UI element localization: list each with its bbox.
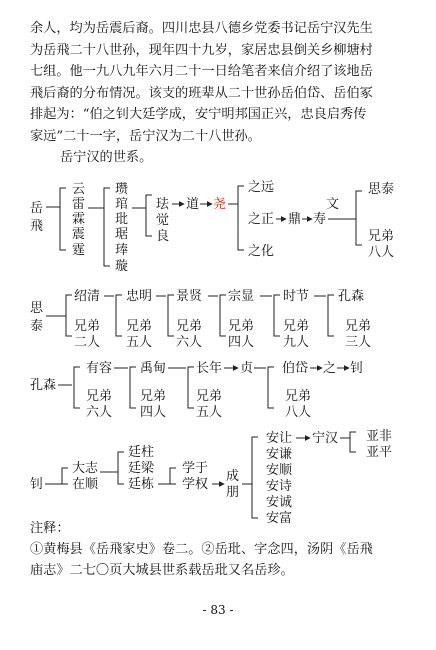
sibling-note: 兄弟	[285, 389, 312, 404]
descendant-name: 安让	[266, 431, 293, 446]
descendant-name: 寿	[313, 212, 327, 227]
son-name: 震	[72, 227, 86, 242]
descendant-name: 安谦	[266, 447, 293, 462]
text-line: 余人，均为岳震后裔。四川忠县八德乡党委书记岳宁汉先生	[30, 21, 373, 36]
sibling-note: 八人	[368, 245, 395, 260]
descendant-name: 安富	[266, 511, 293, 526]
descendant-name: 良	[156, 229, 170, 244]
grandson-name: 琚	[115, 227, 129, 242]
descendant-name: 孔森	[338, 289, 365, 304]
descendant-name: 安顺	[266, 463, 293, 478]
descendant-name: 文	[326, 197, 340, 212]
descendant-name: 长年	[196, 361, 223, 376]
descendant-name: 思泰	[368, 182, 395, 197]
descendant-name: 觉	[156, 213, 170, 228]
notes-heading: 注释：	[30, 521, 70, 536]
descendant-name: 珐	[156, 197, 170, 212]
notes-section	[30, 518, 414, 581]
genealogy-row-4	[30, 428, 392, 526]
son-name: 霆	[72, 243, 86, 258]
descendant-name: 之正	[248, 212, 275, 227]
text-line: 为岳飛二十八世孙，现年四十九岁，家居忠县倒关乡柳塘村	[30, 42, 373, 58]
sibling-note: 五人	[126, 335, 153, 350]
descendant-name: 忠明	[126, 289, 153, 304]
descendant-name: 钊	[350, 361, 364, 376]
grandson-name: 琫	[115, 243, 129, 258]
sibling-note: 兄弟	[345, 319, 372, 334]
descendant-name: 廷柱	[128, 445, 155, 460]
descendant-name: 成	[226, 469, 240, 484]
note-line: 庙志》二七〇页大城县世系载岳玭又名岳珍。	[30, 563, 294, 578]
root-char: 岳	[30, 201, 44, 216]
genealogy-row-1	[30, 180, 394, 274]
grandson-name: 瓒	[115, 182, 129, 197]
root-char: 泰	[30, 319, 44, 334]
descendant-name: 廷栋	[128, 477, 155, 492]
page-number: - 83 -	[202, 603, 234, 617]
descendant-name: 安诗	[266, 479, 293, 494]
descendant-name: 鼎	[288, 212, 302, 227]
grandson-name: 琯	[115, 197, 129, 212]
sibling-note: 四人	[228, 335, 255, 350]
sibling-note: 二人	[74, 335, 101, 350]
son-name: 雷	[72, 197, 86, 212]
descendant-name-highlight: 尧	[213, 197, 227, 212]
descendant-name: 在顺	[72, 477, 99, 492]
sibling-note: 六人	[86, 405, 113, 420]
text-line: 排起为：“伯之钊大廷学成，安宁明邦国正兴，忠良启秀传	[30, 107, 367, 122]
sibling-note: 六人	[176, 335, 203, 350]
descendant-name: 学权	[182, 477, 209, 492]
sibling-note: 兄弟	[283, 319, 310, 334]
descendant-name: 廷梁	[128, 461, 155, 476]
root-name: 钊	[30, 477, 44, 492]
descendant-name: 亚非	[366, 429, 393, 444]
sibling-note: 八人	[285, 405, 312, 420]
sibling-note: 兄弟	[368, 229, 395, 244]
sibling-note: 兄弟	[74, 319, 101, 334]
text-line: 飛后裔的分布情况。该支的班辈从二十世孙岳伯岱、岳伯冢	[30, 85, 373, 101]
descendant-name: 绍清	[74, 289, 101, 304]
son-name: 霖	[72, 212, 86, 227]
descendant-name: 景贤	[176, 289, 203, 304]
sibling-note: 三人	[345, 335, 372, 350]
descendant-name: 宗显	[228, 289, 255, 304]
sibling-note: 兄弟	[196, 389, 223, 404]
descendant-name: 之	[323, 361, 337, 376]
root-name: 孔森	[30, 378, 57, 393]
genealogy-row-3	[30, 360, 363, 420]
descendant-name: 大志	[72, 461, 99, 476]
sibling-note: 五人	[196, 405, 223, 420]
descendant-name: 禹甸	[140, 361, 167, 376]
sibling-note: 九人	[283, 335, 310, 350]
grandson-name: 玭	[115, 212, 129, 227]
descendant-name: 学于	[182, 461, 209, 476]
descendant-name: 亚平	[366, 445, 393, 460]
descendant-name: 贞	[240, 361, 254, 376]
sibling-note: 兄弟	[228, 319, 255, 334]
descendant-name-self: 宁汉	[312, 431, 339, 446]
sibling-note: 兄弟	[126, 319, 153, 334]
descendant-name: 有容	[86, 361, 113, 376]
sibling-note: 兄弟	[86, 389, 113, 404]
sibling-note: 四人	[140, 405, 167, 420]
note-line: ①黄梅县《岳飛家史》卷二。②岳玭、字念四，汤阴《岳飛	[30, 542, 373, 557]
root-char: 思	[30, 301, 44, 316]
text-line: 七组。他一九八九年六月二十一日给笔者来信介绍了该地岳	[30, 64, 373, 79]
son-name: 云	[72, 182, 86, 197]
descendant-name: 之化	[248, 244, 275, 259]
descendant-name: 道	[186, 197, 200, 212]
sibling-note: 兄弟	[140, 389, 167, 404]
sibling-note: 兄弟	[176, 319, 203, 334]
descendant-name: 之远	[248, 180, 275, 195]
root-char: 飛	[30, 219, 44, 234]
descendant-name: 安诚	[266, 495, 293, 510]
genealogy-row-2	[30, 288, 371, 350]
descendant-name: 时节	[283, 289, 310, 304]
text-line: 家远”二十一字，岳宁汉为二十八世孙。	[30, 128, 261, 144]
section-heading: 岳宁汉的世系。	[60, 150, 153, 165]
grandson-name: 璇	[115, 259, 129, 274]
descendant-name: 伯岱	[282, 361, 309, 376]
descendant-name: 朋	[226, 485, 240, 500]
